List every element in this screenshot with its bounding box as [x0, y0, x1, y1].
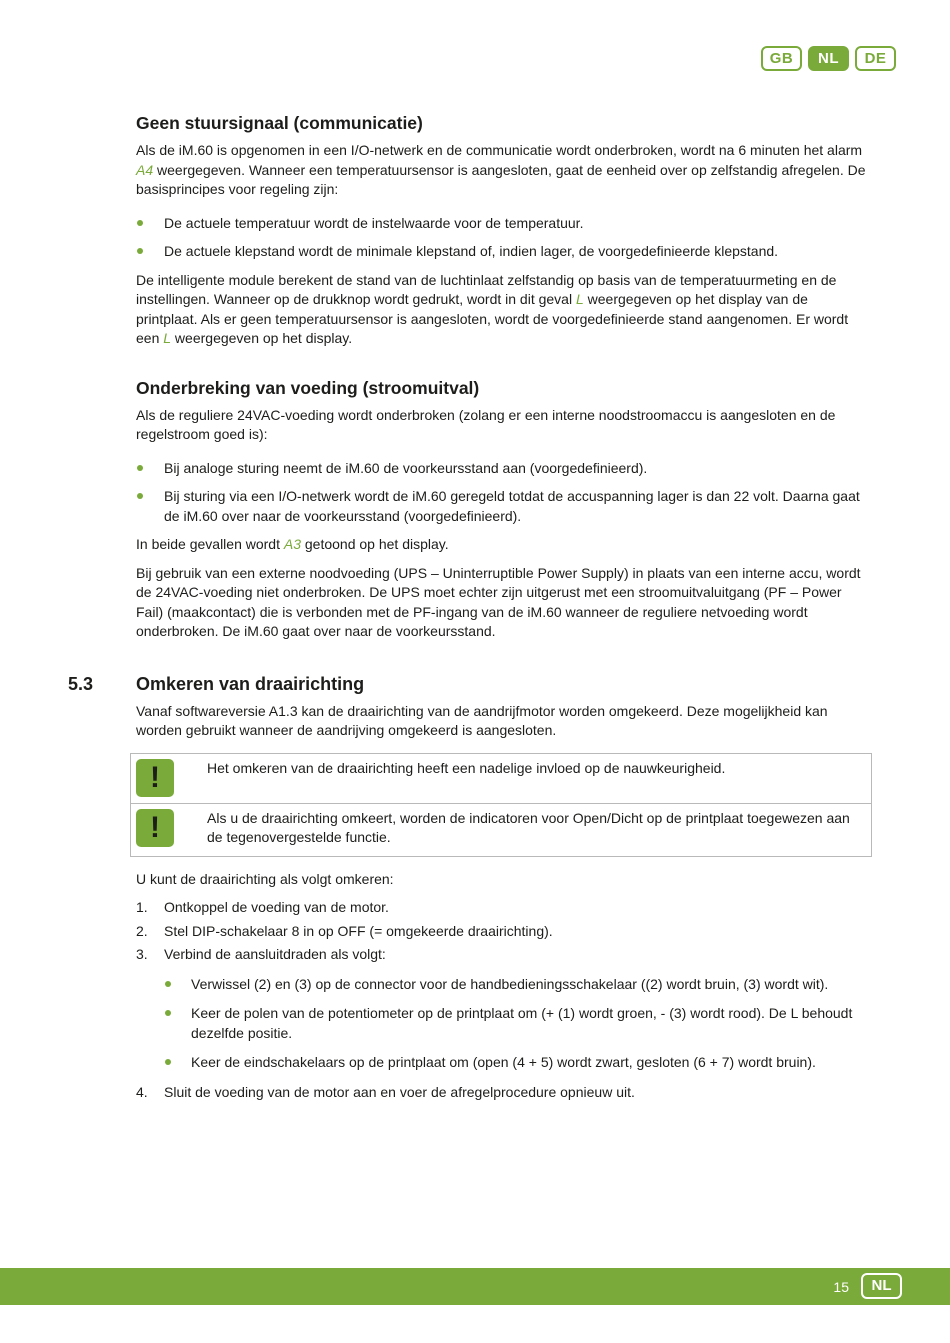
footer-lang-badge: NL	[861, 1273, 902, 1299]
step-text: Ontkoppel de voeding van de motor.	[164, 899, 389, 915]
text: In beide gevallen wordt	[136, 536, 284, 552]
paragraph	[136, 535, 872, 555]
paragraph	[136, 141, 872, 200]
warning-icon-cell	[131, 753, 207, 803]
warning-icon-cell	[131, 803, 207, 856]
paragraph: Vanaf softwareversie A1.3 kan de draairichting van de aandrijfmotor worden omgekeerd. Deze mogelijkheid kan worden gebruikt wanneer de aandrijving omgekeerd is aangesloten.	[136, 702, 828, 738]
step-item	[136, 922, 872, 942]
warning-row	[131, 803, 872, 856]
bullet-list	[136, 214, 872, 262]
lang-tab-gb[interactable]: GB	[761, 46, 802, 71]
warning-row	[131, 753, 872, 803]
text: weergegeven. Wanneer een temperatuursensor is aangesloten, gaat de eenheid over op zelfstandig afregelen. De basisprincipes voor regeling zijn:	[136, 161, 866, 197]
list-item: Bij sturing via een I/O-netwerk wordt de iM.60 geregeld totdat de accuspanning lager is dan 22 volt. Daarna gaat de iM.60 over naar de voorkeursstand (voorgedefinieerd).	[136, 487, 872, 526]
step-number: 3.	[136, 946, 148, 962]
alarm-code: A4	[136, 161, 154, 178]
step-number: 1.	[136, 899, 148, 915]
page-number: 15	[833, 1279, 849, 1295]
step-item	[136, 898, 872, 918]
step-number: 4.	[136, 1083, 148, 1100]
display-code: L	[163, 330, 172, 346]
warning-icon: !	[136, 759, 174, 797]
paragraph: Bij gebruik van een externe noodvoeding (UPS – Uninterruptible Power Supply) in plaats van een interne accu, wordt de 24VAC-voeding niet onderbroken. De UPS moet echter zijn uitgerust met een stroomuitvaluitgang (PF – Power Fail) (maakcontact) die is verbonden met de PF-ingang van de iM.60 wanneer de reguliere netvoeding wordt onderbroken. De iM.60 gaat over naar de voorkeursstand.	[136, 564, 861, 639]
list-item: De actuele klepstand wordt de minimale klepstand of, indien lager, de voorgedefinieerde klepstand.	[136, 242, 872, 262]
list-item: Keer de polen van de potentiometer op de printplaat om (+ (1) wordt groen, - (3) wordt rood). De L behoudt dezelfde positie.	[164, 1004, 872, 1043]
text: weergegeven op het display van de printplaat. Als er geen temperatuursensor is aangesloten, wordt de voorgedefinieerde stand aangenomen. Er wordt een	[136, 291, 849, 346]
warning-text: Het omkeren van de draairichting heeft een nadelige invloed op de nauwkeurigheid.	[206, 753, 872, 803]
list-item: Bij analoge sturing neemt de iM.60 de voorkeursstand aan (voorgedefinieerd).	[136, 459, 872, 479]
lang-tab-de[interactable]: DE	[855, 46, 896, 71]
list-item: Verwissel (2) en (3) op de connector voor de handbedieningsschakelaar ((2) wordt bruin, (3) wordt wit).	[164, 975, 872, 995]
step-number: 2.	[136, 922, 148, 939]
list-item: Keer de eindschakelaars op de printplaat om (open (4 + 5) wordt zwart, gesloten (6 + 7) wordt bruin).	[164, 1053, 872, 1073]
warning-icon: !	[136, 809, 174, 847]
warning-text: Als u de draairichting omkeert, worden de indicatoren voor Open/Dicht op de printplaat toegewezen aan de tegenovergestelde functie.	[206, 803, 872, 856]
step-text: Stel DIP-schakelaar 8 in op OFF (= omgekeerde draairichting).	[164, 922, 553, 939]
step-text: Verbind de aansluitdraden als volgt:	[164, 946, 386, 962]
text: De intelligente module berekent de stand van de luchtinlaat zelfstandig op basis van de temperatuurmeting en de instellingen. Wanneer op de drukknop wordt gedrukt, wordt in dit geval	[136, 271, 837, 307]
numbered-steps	[136, 898, 872, 1102]
step-item	[136, 945, 872, 1073]
page-content	[68, 111, 872, 1106]
step-text: Sluit de voeding van de motor aan en voer de afregelprocedure opnieuw uit.	[164, 1083, 635, 1100]
display-code: L	[575, 291, 584, 307]
section-heading-power-failure: Onderbreking van voeding (stroomuitval)	[136, 377, 480, 398]
section-header-5-3	[68, 672, 872, 696]
section-title: Omkeren van draairichting	[136, 673, 365, 694]
language-tabs	[761, 46, 896, 71]
warning-table	[130, 753, 872, 857]
paragraph: Als de reguliere 24VAC-voeding wordt onderbroken (zolang er een interne noodstroomaccu is aangesloten en de regelstroom goed is):	[136, 406, 836, 442]
section-heading-no-signal: Geen stuursignaal (communicatie)	[136, 113, 423, 133]
list-item: De actuele temperatuur wordt de instelwaarde voor de temperatuur.	[136, 214, 872, 234]
paragraph: U kunt de draairichting als volgt omkeren:	[136, 870, 394, 887]
alarm-code: A3	[283, 536, 301, 552]
text: getoond op het display.	[301, 536, 449, 552]
bullet-list	[136, 459, 872, 527]
text: Als de iM.60 is opgenomen in een I/O-netwerk en de communicatie wordt onderbroken, wordt na 6 minuten het alarm	[136, 142, 863, 158]
footer-bar	[0, 1268, 950, 1305]
lang-tab-nl[interactable]: NL	[808, 46, 849, 71]
sub-bullet-list	[164, 975, 872, 1073]
section-number: 5.3	[68, 673, 94, 694]
paragraph	[136, 271, 872, 349]
step-item	[136, 1083, 872, 1103]
text: weergegeven op het display.	[171, 330, 353, 346]
